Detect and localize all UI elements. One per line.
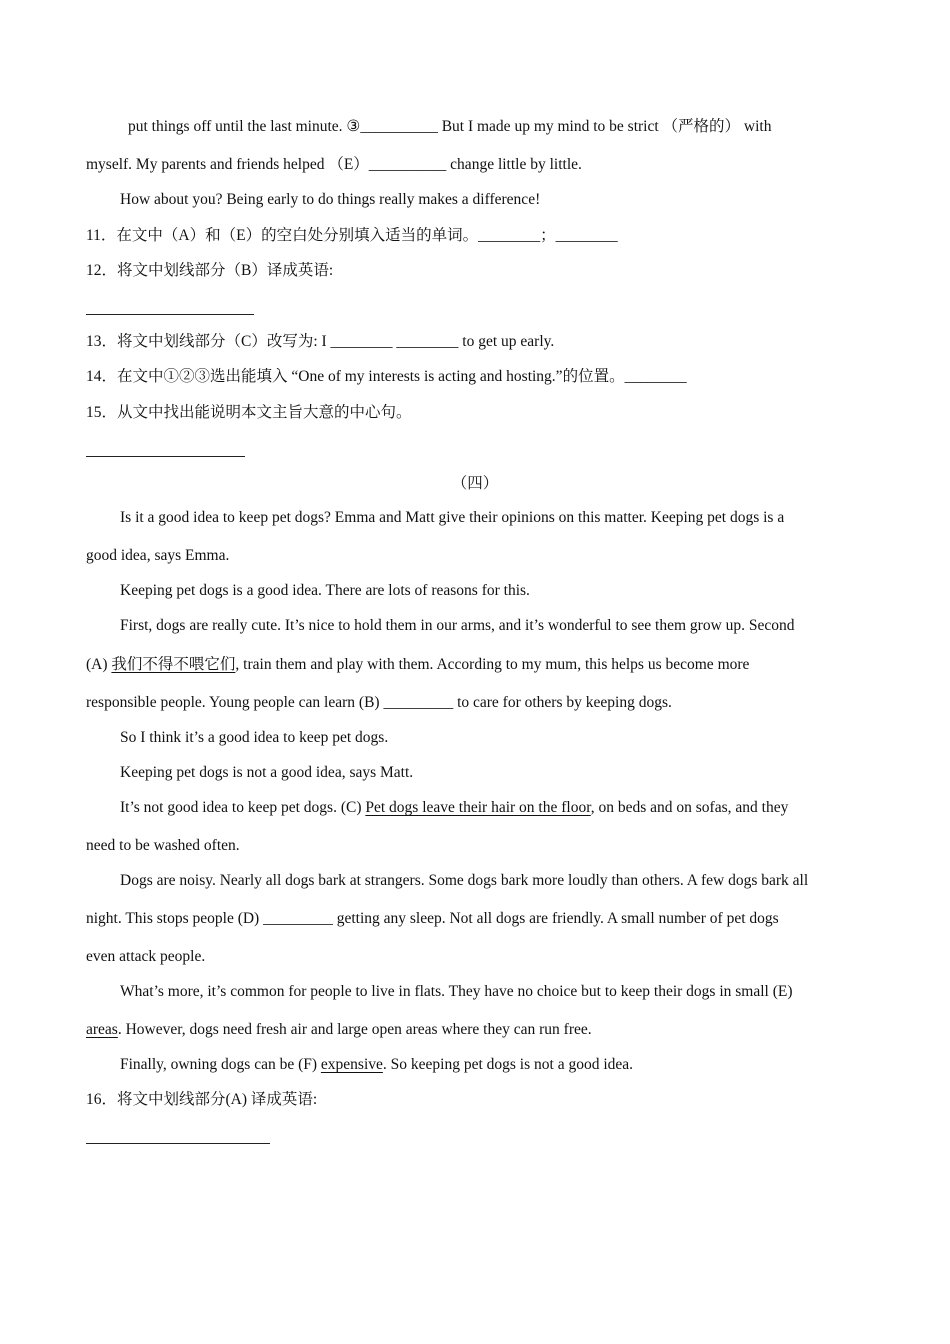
paragraph-line: night. This stops people (D) _________ getting any sleep. Not all dogs are friendly. A small number of pet dogs	[86, 910, 779, 927]
text-span: , on beds and on sofas, and they	[590, 799, 789, 816]
question-12: 12．将文中划线部分（B）译成英语:	[86, 262, 334, 279]
paragraph-line: What’s more, it’s common for people to live in flats. They have no choice but to keep their dogs in small (E)	[120, 983, 793, 1000]
underlined-word-e: areas	[86, 1021, 118, 1038]
text-span: Finally, owning dogs can be (F)	[120, 1056, 321, 1073]
text-span: It’s not good idea to keep pet dogs. (C)	[120, 799, 366, 816]
text-span: . So keeping pet dogs is not a good idea.	[382, 1056, 634, 1073]
paragraph-line	[120, 798, 864, 818]
paragraph-line: myself. My parents and friends helped （E）__________ change little by little.	[86, 156, 582, 173]
question-13: 13．将文中划线部分（C）改写为: I ________ ________ to get up early.	[86, 333, 555, 350]
answer-line	[86, 456, 245, 457]
underlined-word-f: expensive	[320, 1056, 383, 1073]
paragraph-line	[120, 1055, 864, 1075]
section-heading: （四）	[451, 475, 499, 492]
paragraph-line: Dogs are noisy. Nearly all dogs bark at strangers. Some dogs bark more loudly than others. A few dogs bark all	[120, 872, 809, 889]
blank-label: (A)	[86, 656, 112, 673]
paragraph-line: First, dogs are really cute. It’s nice to hold them in our arms, and it’s wonderful to see them grow up. Second	[120, 617, 795, 634]
question-14: 14．在文中①②③选出能填入 “One of my interests is acting and hosting.”的位置。________	[86, 368, 687, 385]
paragraph-line: put things off until the last minute. ③__________ But I made up my mind to be strict （严格的） with	[128, 118, 772, 135]
text-span: . However, dogs need fresh air and large open areas where they can run free.	[117, 1021, 592, 1038]
paragraph-line: Keeping pet dogs is a good idea. There are lots of reasons for this.	[120, 582, 530, 599]
paragraph-line: How about you? Being early to do things really makes a difference!	[120, 191, 541, 208]
question-11: 11．在文中（A）和（E）的空白处分别填入适当的单词。________；________	[86, 227, 618, 244]
paragraph-line: So I think it’s a good idea to keep pet dogs.	[120, 729, 389, 746]
paragraph-line	[86, 1020, 864, 1040]
paragraph-line: good idea, says Emma.	[86, 547, 230, 564]
question-15: 15．从文中找出能说明本文主旨大意的中心句。	[86, 404, 412, 421]
underlined-phrase-c: Pet dogs leave their hair on the floor	[365, 799, 591, 816]
paragraph-line: even attack people.	[86, 948, 206, 965]
paragraph-line: Keeping pet dogs is not a good idea, says Matt.	[120, 764, 414, 781]
paragraph-line: responsible people. Young people can learn (B) _________ to care for others by keeping dogs.	[86, 694, 672, 711]
paragraph-line: need to be washed often.	[86, 837, 240, 854]
answer-line	[86, 314, 254, 315]
question-16: 16．将文中划线部分(A) 译成英语:	[86, 1091, 318, 1108]
paragraph-line	[86, 655, 864, 675]
text-span: , train them and play with them. According to my mum, this helps us become more	[235, 656, 750, 673]
answer-line	[86, 1143, 270, 1144]
paragraph-line: Is it a good idea to keep pet dogs? Emma and Matt give their opinions on this matter. Keeping pet dogs is a	[120, 509, 785, 526]
underlined-phrase-a: 我们不得不喂它们	[111, 656, 236, 673]
